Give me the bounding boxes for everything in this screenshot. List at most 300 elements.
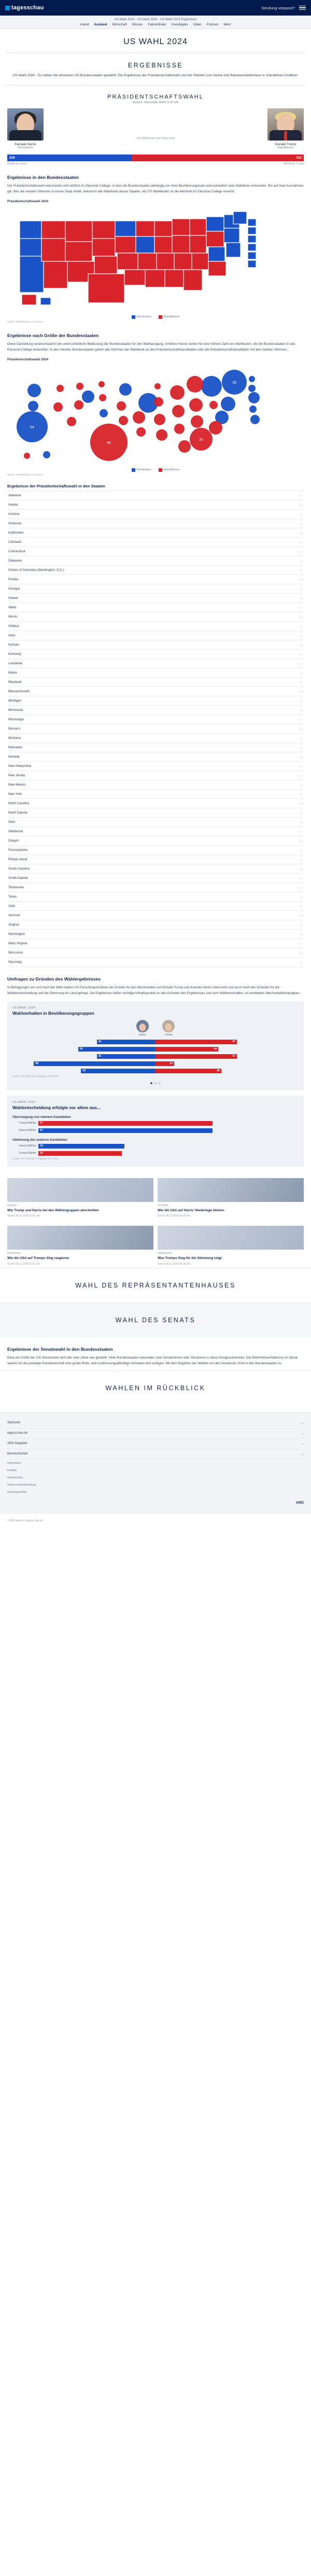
electoral-caption-left: Wahlleute Harris	[7, 162, 27, 165]
footer-link-tagesschau[interactable]	[7, 1429, 304, 1439]
state-row-label: Delaware	[8, 558, 22, 563]
state-row[interactable]	[7, 603, 304, 612]
card1-head-harris-label: Harris	[139, 1033, 146, 1037]
electoral-bar-dem: 226	[7, 155, 132, 161]
state-row-label: Kansas	[8, 642, 19, 647]
motivation-bar-row	[12, 1128, 299, 1133]
state-row[interactable]	[7, 743, 304, 752]
demographic-bar-row	[12, 1061, 299, 1066]
state-row-label: Kalifornien	[8, 530, 24, 535]
bar-dem: 52	[81, 1069, 156, 1073]
state-row-label: New Mexico	[8, 782, 26, 787]
survey-card-demographics	[7, 1001, 304, 1090]
card1-head-trump-label: Trump	[164, 1033, 173, 1037]
svg-text:54: 54	[30, 425, 34, 429]
missed-broadcast-label: Sendung verpasst?	[261, 5, 295, 10]
chevron-down-icon: ⌄	[300, 606, 303, 609]
states-accordion	[7, 491, 304, 967]
state-row[interactable]	[7, 864, 304, 874]
state-row[interactable]	[7, 575, 304, 584]
teaser-2-title: Wie die USA auf Harris' Niederlage blicken	[158, 1208, 224, 1212]
state-row-label: Texas	[8, 894, 17, 899]
chevron-down-icon: ⌄	[300, 895, 303, 899]
teaser-4[interactable]	[158, 1226, 304, 1265]
state-row[interactable]	[7, 500, 304, 510]
electoral-bar-caption	[0, 162, 311, 165]
chevron-down-icon: ⌄	[301, 1452, 304, 1456]
copyright: © ARD-aktuell / tagesschau.de	[7, 1519, 43, 1522]
nav-item-wissen[interactable]: Wissen	[132, 23, 143, 26]
hamburger-icon[interactable]	[299, 6, 306, 10]
teaser-4-title: Was Trumps Sieg für die Stimmung zeigt	[158, 1256, 222, 1261]
chevron-down-icon: ⌄	[300, 690, 303, 693]
teaser-3-meta: Stand: 06.11.2024 11:02 Uhr	[7, 1262, 40, 1266]
teaser-3[interactable]	[7, 1226, 153, 1265]
state-row[interactable]	[7, 836, 304, 846]
state-row[interactable]	[7, 556, 304, 566]
state-row[interactable]	[7, 631, 304, 640]
state-row[interactable]	[7, 920, 304, 930]
footer-link-ratgeber[interactable]	[7, 1439, 304, 1449]
legend-rep-label: Republikaner	[163, 315, 180, 319]
state-row[interactable]	[7, 566, 304, 575]
motivation-bar-label: Trump-Wähler	[18, 1122, 36, 1125]
chevron-down-icon: ⌄	[300, 596, 303, 600]
bubble-title: Ergebnisse nach Größe der Bundesstaaten	[7, 332, 99, 338]
state-row[interactable]	[7, 827, 304, 836]
state-row-label: Minnesota	[8, 708, 23, 712]
state-row[interactable]	[7, 650, 304, 659]
state-row-label: Montana	[8, 736, 21, 740]
state-row-label: District of Columbia (Washington, D.C.)	[8, 568, 64, 572]
chevron-down-icon: ⌄	[300, 811, 303, 815]
chevron-down-icon: ⌄	[300, 802, 303, 805]
state-row-label: South Carolina	[8, 866, 30, 871]
motivation-bar-value: 67	[38, 1121, 213, 1126]
demographic-bar-row	[12, 1047, 299, 1052]
teaser-1[interactable]	[7, 1178, 153, 1217]
state-row[interactable]	[7, 874, 304, 883]
chevron-down-icon: ⌄	[300, 624, 303, 628]
card2-group2-label: Ablehnung des anderen Kandidaten	[12, 1138, 67, 1142]
card1-carousel-dots[interactable]	[12, 1082, 299, 1084]
state-row[interactable]	[7, 696, 304, 706]
bubble-legend-rep-label: Republikaner	[163, 468, 180, 472]
majority-note: 270 Wahlleute zum Sieg nötig	[136, 136, 175, 140]
chevron-down-icon: ⌄	[300, 904, 303, 908]
legend-dem-label: Demokraten	[136, 315, 151, 319]
card2-group2-bars	[12, 1144, 299, 1156]
site-logo[interactable]	[5, 5, 44, 11]
state-row[interactable]	[7, 762, 304, 771]
state-row[interactable]	[7, 902, 304, 911]
ard-logo-label: ARD	[295, 1501, 304, 1505]
nav-item-podcast[interactable]: Podcast	[206, 23, 219, 26]
senate-results-section	[0, 1347, 311, 1366]
footer-small-nutzungsrechte[interactable]: Nutzungsrechte	[7, 1490, 27, 1494]
bar-rep: 57	[156, 1040, 237, 1044]
bubble-paragraph: Diese Darstellung veranschaulicht die unterschiedliche Bedeutung der Bundesstaaten für den Wahlausgang. Größere Kreise stehen für eine höhere Zahl von Wahlleuten, die die Bundesstaaten in das Electoral College entsenden. In den meisten Bundesstaaten gehen alle Stimmen der Wahlleute an den Präsidentschaftskandidaten oder die Präsidentschaftskandidatin mit den meisten Stimmen.	[7, 342, 295, 352]
state-row-label: Massachusetts	[8, 689, 30, 693]
card2-source: Quelle: AP VoteCast / Angaben in Prozent	[12, 1157, 59, 1160]
footer-link-barrierefreiheit-label: Barrierefreiheit	[7, 1452, 28, 1456]
state-row[interactable]	[7, 519, 304, 528]
svg-text:28: 28	[232, 381, 236, 385]
teaser-3-thumb	[7, 1226, 153, 1250]
card1-head-trump	[162, 1020, 175, 1037]
us-map-svg	[0, 205, 311, 314]
chevron-down-icon: ⌄	[300, 503, 303, 507]
state-row-label: Nevada	[8, 754, 20, 759]
state-row-label: Alaska	[8, 502, 18, 507]
candidate-trump-party: Republikaner	[277, 146, 294, 149]
chevron-down-icon: ⌄	[301, 1442, 304, 1446]
motivation-bar-label: Harris-Wähler	[19, 1144, 36, 1148]
card1-source: Quelle: AP VoteCast / Angaben in Prozent	[12, 1075, 59, 1078]
survey-card-motivation	[7, 1096, 304, 1167]
teaser-3-title: Wie die USA auf Trumps Sieg reagieren	[7, 1256, 69, 1261]
chevron-down-icon: ⌄	[300, 718, 303, 721]
chevron-down-icon: ⌄	[300, 559, 303, 563]
legend-dem	[132, 315, 151, 319]
state-row-label: Virginia	[8, 922, 19, 927]
chevron-down-icon: ⌄	[300, 512, 303, 516]
map-source: Quelle: AP/Wahlleute in Prozent	[7, 320, 43, 324]
footer-link-startseite[interactable]	[7, 1418, 304, 1429]
electors-paragraph: Der Präsidentschaftswahl entscheidet sich letztlich im Electoral College, in dem die Bundesstaaten abhängig von ihrer Bevölkerungszahl unterschiedlich viele Wahlleute entsenden. Bis auf zwei Ausnahmen gilt: Wer die meisten Stimmen in einem Staat erhält, bekommt alle Wahlleute dieses Staates. Ab 270 Wahlleuten ist die Mehrheit im Electoral College erreicht.	[7, 184, 304, 193]
chevron-down-icon: ⌄	[301, 1421, 304, 1425]
state-row-label: North Carolina	[8, 801, 29, 805]
senate-heading: WAHL DES SENATS	[0, 1303, 311, 1337]
teaser-2[interactable]	[158, 1178, 304, 1217]
bar-dem: 41	[97, 1054, 156, 1059]
state-row[interactable]	[7, 883, 304, 892]
state-row-label: New Hampshire	[8, 764, 32, 768]
state-row-label: Arkansas	[8, 521, 22, 525]
state-row[interactable]	[7, 528, 304, 538]
state-row[interactable]	[7, 771, 304, 780]
nav-item-wirtschaft[interactable]: Wirtschaft	[112, 23, 127, 26]
teaser-row-1	[0, 1172, 311, 1220]
states-section	[0, 477, 311, 967]
teaser-1-meta: Stand: 06.11.2024 12:41 Uhr	[7, 1214, 40, 1218]
review-heading: WAHLEN IM RÜCKBLICK	[0, 1370, 311, 1405]
card1-candidate-heads	[12, 1020, 299, 1037]
top-bar	[0, 0, 311, 16]
chevron-down-icon: ⌄	[300, 932, 303, 936]
state-row[interactable]	[7, 790, 304, 799]
card2-title: Wahlentscheidung erfolgte vor allem aus...	[12, 1104, 101, 1110]
bubble-section	[0, 333, 311, 361]
chevron-down-icon: ⌄	[300, 540, 303, 544]
avatar-harris	[7, 108, 44, 141]
nav-item-ausland[interactable]: Ausland	[94, 23, 107, 26]
nav-item-mehr[interactable]: Mehr	[223, 23, 231, 26]
teaser-1-kicker: Analyse	[7, 1203, 17, 1207]
nav-item-inland[interactable]: Inland	[80, 23, 89, 26]
state-row[interactable]	[7, 780, 304, 790]
us-bubble-svg	[0, 363, 311, 467]
footer-small-datenschutz[interactable]: Datenschutz	[7, 1476, 23, 1479]
chevron-down-icon: ⌄	[300, 839, 303, 843]
us-choropleth-map[interactable]	[0, 205, 311, 314]
electoral-bar-rep: 312	[132, 155, 304, 161]
bubble-source: Quelle: AP/Wahlleute in Prozent	[7, 473, 43, 477]
teaser-2-kicker: US-Wahl	[158, 1203, 168, 1207]
candidate-trump[interactable]	[267, 108, 304, 149]
state-row[interactable]	[7, 892, 304, 902]
dot-3[interactable]	[159, 1082, 161, 1084]
state-row[interactable]	[7, 584, 304, 594]
avatar-trump	[267, 108, 304, 141]
motivation-bar-row	[12, 1121, 299, 1126]
missed-broadcast-link[interactable]	[261, 6, 295, 10]
chevron-down-icon: ⌄	[300, 867, 303, 871]
bar-rep: 46	[156, 1069, 221, 1073]
card2-kicker: US-WAHL 2024	[12, 1100, 36, 1104]
results-heading: ERGEBNISSE	[128, 62, 183, 69]
page-lede: US-Wahl 2024 - So haben die einzelnen US-Bundesstaaten gewählt: Die Ergebnisse der Präsidentschaftswahl und der Wahlen zum Senat und Repräsentantenhaus in interaktiven Grafiken.	[12, 74, 299, 77]
state-row-label: Arizona	[8, 512, 19, 516]
bar-dem: 85	[34, 1061, 156, 1066]
state-row[interactable]	[7, 547, 304, 556]
state-row[interactable]	[7, 659, 304, 668]
nav-items	[5, 23, 306, 26]
card1-title: Wahlverhalten in Bevölkerungsgruppen	[12, 1010, 94, 1016]
logo-mark-icon	[5, 6, 10, 10]
motivation-bar-value: 67	[38, 1128, 213, 1133]
state-row[interactable]	[7, 808, 304, 818]
teaser-1-title: Wie Trump und Harris bei den Wählergruppen abschnitten	[7, 1208, 99, 1212]
footer-link-ratgeber-label: ARD Ratgeber	[7, 1442, 28, 1446]
map-label: Präsidentschaftswahl 2024	[7, 199, 49, 203]
card1-kicker: US-WAHL 2024	[12, 1006, 36, 1010]
chevron-down-icon: ⌄	[300, 671, 303, 675]
surveys-title: Umfragen zu Gründen des Wahlergebnisses	[7, 976, 101, 982]
state-row[interactable]	[7, 724, 304, 734]
state-row[interactable]	[7, 640, 304, 650]
demographic-bar-row	[12, 1054, 299, 1059]
bubble-legend-rep	[159, 468, 180, 472]
state-row-label: Missouri	[8, 726, 21, 731]
president-heading: PRÄSIDENTSCHAFTSWAHL	[107, 93, 204, 100]
chevron-down-icon: ⌄	[300, 942, 303, 945]
surveys-paragraph: In Befragungen am und nach der Wahl haben US-Forschungsinstitute die Gründe für das Abschneiden von Donald Trump und Kamala Harris untersucht und auch nach den Gründen für die Wählerentscheidung und die Stimmung im Land gefragt. Die Ergebnisse helfen wichtige Anhaltspunkte zu den Gründen des Ergebnisses und zum Wählerverhalten, zu ermittelten Wechselwählergruppen.	[7, 985, 301, 995]
state-row[interactable]	[7, 911, 304, 920]
president-section	[0, 86, 311, 165]
bubble-legend-dem-label: Demokraten	[136, 468, 151, 472]
motivation-bar-value: 32	[38, 1151, 122, 1156]
card2-group1-label: Überzeugung von meinem Kandidaten	[12, 1115, 71, 1119]
electoral-caption-right: Wahlleute Trump	[283, 162, 304, 165]
teaser-4-meta: Stand: 06.11.2024 08:30 Uhr	[158, 1262, 191, 1266]
teaser-4-kicker: Hintergrund	[158, 1252, 172, 1255]
state-row-label: Mississippi	[8, 717, 24, 721]
chevron-down-icon: ⌄	[300, 680, 303, 684]
state-row-label: Iowa	[8, 633, 16, 637]
state-row-label: South Dakota	[8, 876, 28, 880]
avatar-harris-small	[136, 1020, 149, 1032]
state-row[interactable]	[7, 678, 304, 687]
teaser-1-thumb	[7, 1178, 153, 1202]
candidate-row	[0, 108, 311, 149]
us-bubble-map[interactable]	[0, 363, 311, 467]
dot-1[interactable]	[150, 1082, 152, 1084]
chevron-down-icon: ⌄	[300, 699, 303, 703]
chevron-down-icon: ⌄	[300, 923, 303, 927]
state-row[interactable]	[7, 491, 304, 500]
teaser-2-meta: Stand: 06.11.2024 09:20 Uhr	[158, 1214, 191, 1218]
surveys-section	[0, 976, 311, 1167]
state-row[interactable]	[7, 687, 304, 696]
nav-item-investigativ[interactable]: Investigativ	[171, 23, 188, 26]
chevron-down-icon: ⌄	[300, 531, 303, 535]
footer-small-datenschutzeinstellung[interactable]: Datenschutzeinstellung	[7, 1483, 36, 1487]
state-row-label: Wisconsin	[8, 950, 23, 955]
state-row[interactable]	[7, 715, 304, 724]
footer-link-barrierefreiheit[interactable]	[7, 1449, 304, 1460]
motivation-bar-value: 33	[38, 1144, 124, 1149]
bubble-legend	[0, 467, 311, 472]
motivation-bar-label: Trump-Wähler	[18, 1152, 36, 1155]
electors-title: Ergebnisse in den Bundesstaaten	[7, 174, 79, 180]
state-row[interactable]	[7, 846, 304, 855]
state-row-label: Vermont	[8, 913, 21, 917]
main-nav	[0, 16, 311, 29]
teaser-2-thumb	[158, 1178, 304, 1202]
state-row-label: Tennessee	[8, 885, 24, 889]
state-row[interactable]	[7, 510, 304, 519]
state-row-label: Ohio	[8, 820, 16, 824]
state-row-label: Colorado	[8, 540, 22, 544]
state-row[interactable]	[7, 930, 304, 939]
state-row[interactable]	[7, 734, 304, 743]
state-row-label: Pennsylvania	[8, 848, 27, 852]
state-row-label: Oklahoma	[8, 829, 23, 833]
breadcrumb: US-Wahl 2024 · US-Wahl 2024 · US-Wahl 2024 Ergebnisse	[114, 18, 197, 21]
state-row-label: Wyoming	[8, 960, 22, 964]
state-row[interactable]	[7, 706, 304, 715]
chevron-down-icon: ⌄	[301, 1432, 304, 1435]
card1-head-harris	[136, 1020, 149, 1037]
candidate-harris[interactable]	[7, 108, 44, 149]
state-row-label: New Jersey	[8, 773, 25, 777]
candidate-harris-name: Kamala Harris	[15, 142, 36, 146]
chevron-down-icon: ⌄	[300, 755, 303, 759]
state-row-label: North Dakota	[8, 810, 27, 815]
svg-text:30: 30	[199, 438, 203, 442]
teaser-3-kicker: Reaktionen	[7, 1252, 21, 1255]
chevron-down-icon: ⌄	[300, 652, 303, 656]
state-row[interactable]	[7, 958, 304, 967]
state-row[interactable]	[7, 818, 304, 827]
avatar-trump-small	[162, 1020, 175, 1032]
state-row-label: Washington	[8, 932, 25, 936]
logo-text: tagesschau	[11, 5, 44, 11]
chevron-down-icon: ⌄	[300, 587, 303, 591]
state-row-label: Illinois	[8, 614, 18, 619]
state-row-label: Alabama	[8, 493, 21, 497]
dot-2[interactable]	[154, 1082, 157, 1084]
candidate-harris-party: Demokraten	[18, 146, 33, 149]
state-row[interactable]	[7, 855, 304, 864]
bar-rep: 44	[156, 1047, 218, 1052]
state-row-label: Connecticut	[8, 549, 25, 553]
chevron-down-icon: ⌄	[300, 708, 303, 712]
chevron-down-icon: ⌄	[300, 643, 303, 647]
teaser-4-thumb	[158, 1226, 304, 1250]
state-row-label: Utah	[8, 904, 16, 908]
legend-rep	[159, 315, 180, 319]
demographic-bar-row	[12, 1069, 299, 1073]
chevron-down-icon: ⌄	[300, 662, 303, 665]
chevron-down-icon: ⌄	[300, 774, 303, 777]
chevron-down-icon: ⌄	[300, 951, 303, 955]
state-row[interactable]	[7, 622, 304, 631]
state-row-label: Maryland	[8, 680, 22, 684]
chevron-down-icon: ⌄	[300, 736, 303, 740]
chevron-down-icon: ⌄	[300, 568, 303, 572]
chevron-down-icon: ⌄	[300, 764, 303, 768]
motivation-bar-row	[12, 1151, 299, 1156]
footer-small-kontakt[interactable]: Kontakt	[7, 1468, 17, 1472]
bubble-legend-dem	[132, 468, 151, 472]
chevron-down-icon: ⌄	[300, 727, 303, 731]
state-row-label: West Virginia	[8, 941, 27, 945]
chevron-down-icon: ⌄	[300, 550, 303, 553]
bar-dem: 54	[78, 1047, 156, 1052]
chevron-down-icon: ⌄	[300, 858, 303, 861]
chevron-down-icon: ⌄	[300, 746, 303, 749]
state-row-label: Hawaii	[8, 596, 18, 600]
map-legend	[0, 314, 311, 319]
page-title: US WAHL 2024	[123, 37, 188, 46]
chevron-down-icon: ⌄	[300, 830, 303, 833]
chevron-down-icon: ⌄	[300, 783, 303, 787]
state-row-label: Florida	[8, 577, 18, 581]
state-row-label: Kentucky	[8, 652, 22, 656]
state-row[interactable]	[7, 594, 304, 603]
footer-small-impressum[interactable]: Impressum	[7, 1461, 21, 1465]
senate-results-paragraph: Etwa ein Drittel der 100 Senatssitze wird alle zwei Jahre neu gewählt. Viele Bundesstaaten entsenden zwei Senatorinnen oder Senatoren in diese Kongresskammer. Die Mehrheitsverhältnisse im Senat spielen für die jeweilige Präsidentschaft eine große Rolle, weil zustimmungspflichtige Vorhaben dort erfolgen. Mit dem Ergebnis der Wahlen um den Senatssitz 2024 in den Bundesstaaten zu:	[7, 1355, 298, 1365]
state-row[interactable]	[7, 612, 304, 622]
state-row[interactable]	[7, 752, 304, 762]
state-row[interactable]	[7, 538, 304, 547]
footer	[0, 1412, 311, 1514]
demographic-bar-row	[12, 1040, 299, 1044]
state-row-label: Indiana	[8, 624, 19, 628]
nav-item-video[interactable]: Video	[193, 23, 202, 26]
chevron-down-icon: ⌄	[300, 792, 303, 796]
bar-rep: 57	[156, 1054, 237, 1059]
state-row[interactable]	[7, 668, 304, 678]
card2-group1-bars	[12, 1121, 299, 1133]
state-row[interactable]	[7, 939, 304, 948]
state-row-label: Louisiana	[8, 661, 22, 665]
chevron-down-icon: ⌄	[300, 494, 303, 497]
state-row[interactable]	[7, 948, 304, 958]
state-row-label: Idaho	[8, 605, 17, 609]
state-row-label: Nebraska	[8, 745, 22, 749]
senate-results-title: Ergebnisse der Senatswahl in den Bundesstaaten	[7, 1346, 113, 1352]
state-row[interactable]	[7, 799, 304, 808]
ard-logo[interactable]	[7, 1501, 304, 1505]
chevron-down-icon: ⌄	[300, 820, 303, 824]
motivation-bar-row	[12, 1144, 299, 1149]
nav-item-faktenfinder[interactable]: Faktenfinder	[148, 23, 166, 26]
footer-link-startseite-label: Startseite	[7, 1421, 21, 1425]
chevron-down-icon: ⌄	[300, 634, 303, 637]
